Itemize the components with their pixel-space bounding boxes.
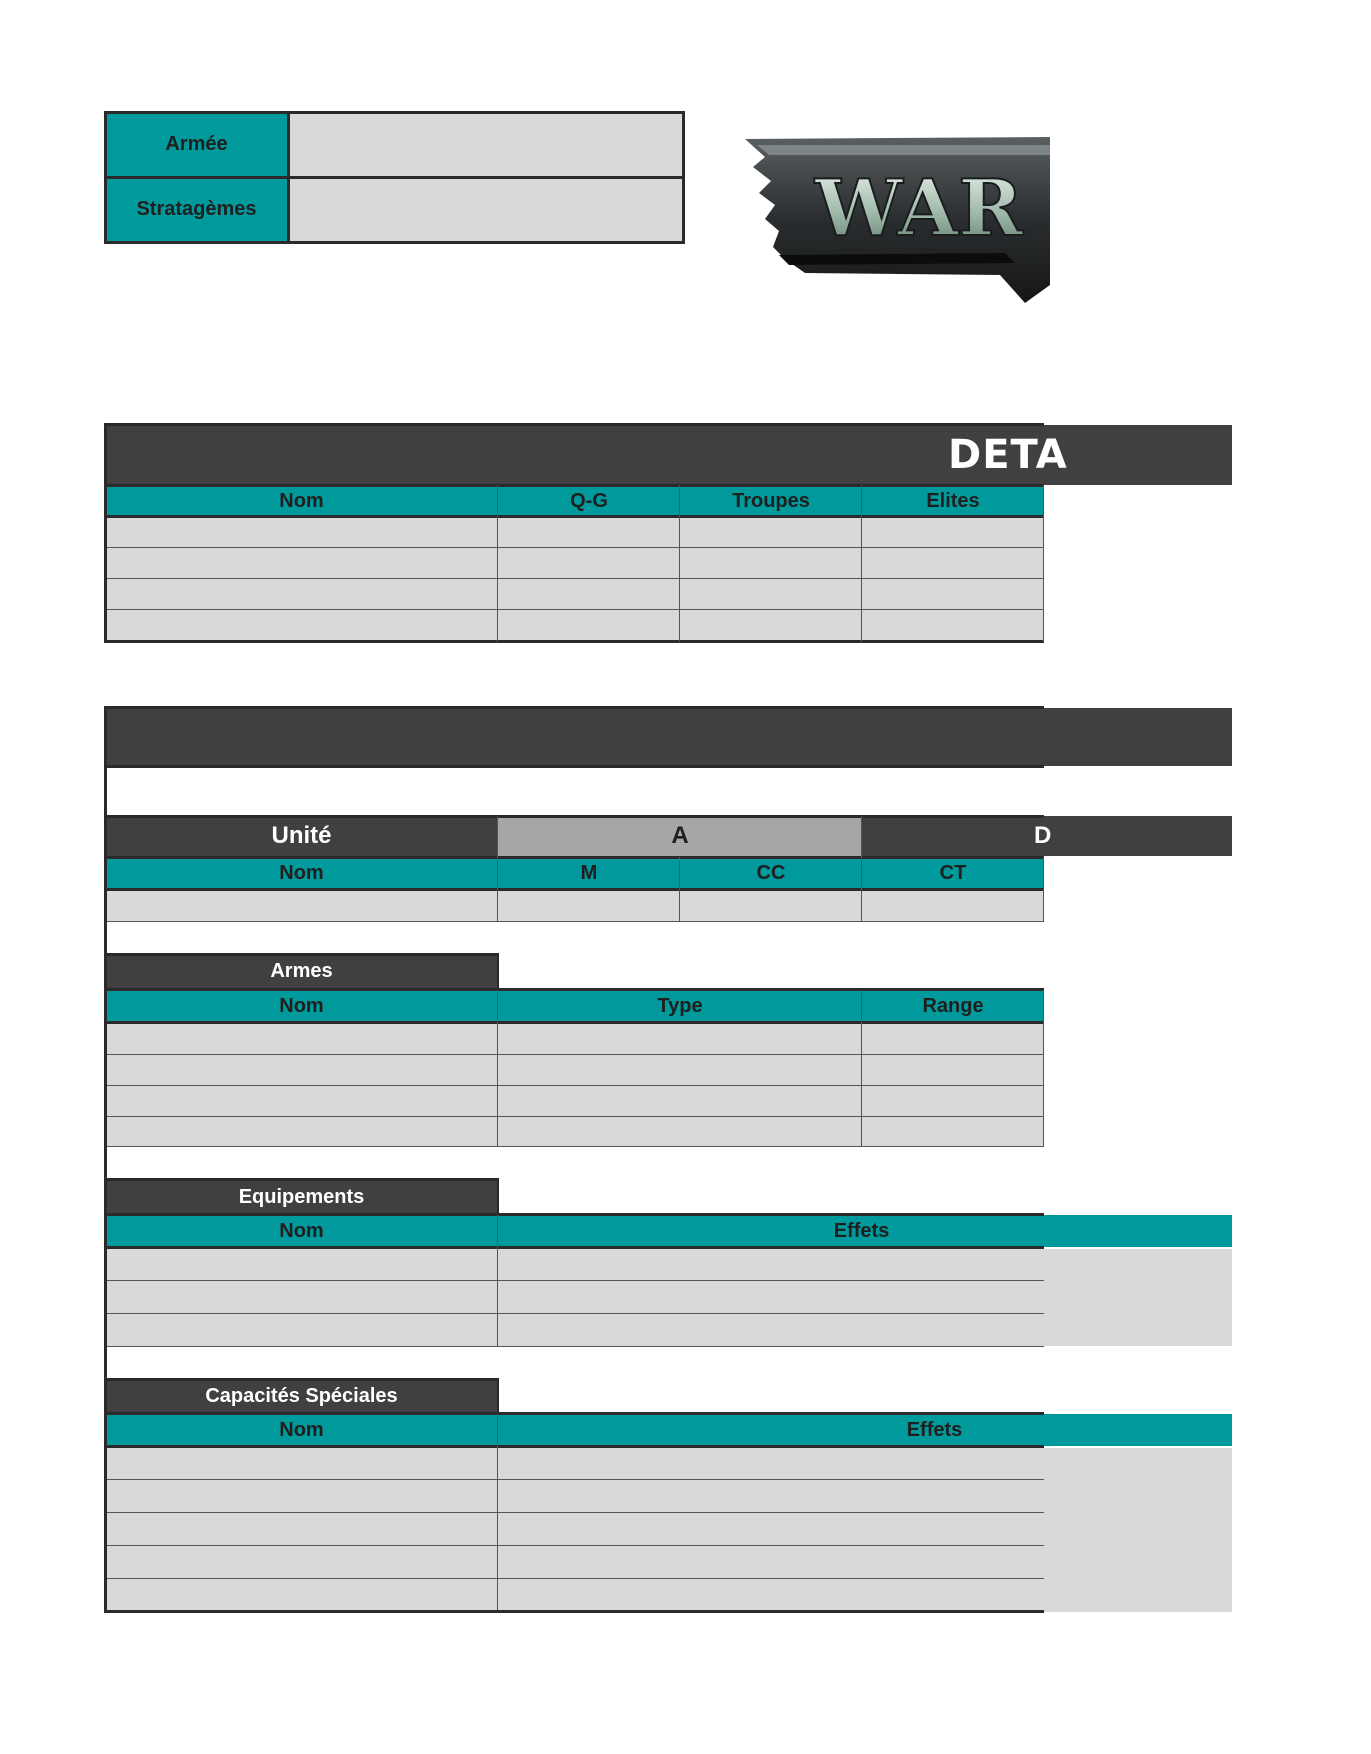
- stratagems-field[interactable]: [288, 177, 684, 242]
- unit-stat-row[interactable]: [105, 891, 1044, 921]
- army-field[interactable]: [288, 112, 684, 177]
- border: [104, 953, 499, 956]
- column-header-nom: Nom: [105, 990, 498, 1022]
- border: [104, 423, 1044, 426]
- border: [104, 1213, 1044, 1216]
- row-divider: [105, 1313, 1044, 1314]
- column-header-range: Range: [862, 990, 1044, 1022]
- detail-title: DETA: [948, 432, 1068, 478]
- column-header-nom: Nom: [105, 485, 498, 517]
- border: [497, 1378, 499, 1414]
- column-header-elites: Elites: [862, 485, 1044, 517]
- column-header-nom: Nom: [279, 1418, 324, 1441]
- group-d-label: D: [1034, 822, 1052, 849]
- column-divider: [497, 816, 498, 922]
- border: [682, 111, 685, 244]
- column-divider: [1043, 990, 1044, 1147]
- column-header-nom: Nom: [105, 857, 498, 889]
- border: [104, 515, 1044, 518]
- border: [104, 1412, 1044, 1415]
- border: [104, 856, 1044, 859]
- row-divider: [105, 1545, 1044, 1546]
- border: [497, 1178, 499, 1215]
- border: [104, 815, 1044, 818]
- equipment-title: Equipements: [105, 1180, 498, 1214]
- row-divider: [105, 1512, 1044, 1513]
- border: [104, 1178, 499, 1181]
- abilities-title: Capacités Spéciales: [105, 1380, 498, 1413]
- column-header-nom: Nom: [279, 1219, 324, 1242]
- row-divider: [105, 578, 1044, 579]
- border: [104, 176, 685, 179]
- row-divider: [105, 1146, 1044, 1147]
- column-header-cc: CC: [680, 857, 862, 889]
- column-divider: [679, 857, 680, 922]
- column-header-m: M: [498, 857, 680, 889]
- row-divider: [105, 1054, 1044, 1055]
- column-header-effets: Effets: [906, 1418, 963, 1441]
- army-label: Armée: [105, 112, 288, 177]
- abilities-rows[interactable]: [105, 1448, 1232, 1612]
- border: [104, 988, 1044, 991]
- border: [104, 1610, 1044, 1613]
- column-header-ct: CT: [862, 857, 1044, 889]
- group-a-label: A: [498, 816, 862, 856]
- column-divider: [497, 1414, 498, 1612]
- column-divider: [497, 485, 498, 642]
- column-header-effets: Effets: [833, 1219, 890, 1242]
- column-header-qg: Q-G: [498, 485, 680, 517]
- game-logo: [745, 135, 1050, 303]
- border: [104, 706, 1044, 709]
- column-divider: [497, 990, 498, 1147]
- border: [287, 111, 290, 244]
- column-divider: [679, 485, 680, 642]
- border: [104, 241, 685, 244]
- detail-rows[interactable]: [105, 517, 1044, 641]
- row-divider: [105, 1116, 1044, 1117]
- row-divider: [105, 1346, 1044, 1347]
- column-divider: [497, 1215, 498, 1347]
- border: [497, 953, 499, 989]
- weapons-title: Armes: [105, 955, 498, 988]
- row-divider: [105, 1085, 1044, 1086]
- column-divider: [861, 816, 862, 922]
- column-divider: [1043, 857, 1044, 922]
- border: [104, 423, 107, 643]
- logo-graphic: [745, 135, 1050, 303]
- column-header-troupes: Troupes: [680, 485, 862, 517]
- svg-text:WAR: WAR: [815, 163, 1023, 254]
- unit-title-bar: [105, 708, 1232, 766]
- column-divider: [861, 990, 862, 1147]
- border: [104, 640, 1044, 643]
- unit-label: Unité: [105, 816, 498, 856]
- row-divider: [105, 921, 1044, 922]
- row-divider: [105, 1479, 1044, 1480]
- border: [104, 1378, 499, 1381]
- border: [104, 111, 685, 114]
- border: [104, 765, 1044, 768]
- stratagems-label: Stratagèmes: [105, 177, 288, 242]
- equipment-rows[interactable]: [105, 1249, 1232, 1346]
- border: [104, 111, 107, 244]
- border: [104, 706, 107, 1613]
- column-header-type: Type: [498, 990, 862, 1022]
- row-divider: [105, 547, 1044, 548]
- border: [104, 484, 1044, 487]
- row-divider: [105, 1578, 1044, 1579]
- column-divider: [1043, 485, 1044, 642]
- column-divider: [861, 485, 862, 642]
- row-divider: [105, 1280, 1044, 1281]
- row-divider: [105, 609, 1044, 610]
